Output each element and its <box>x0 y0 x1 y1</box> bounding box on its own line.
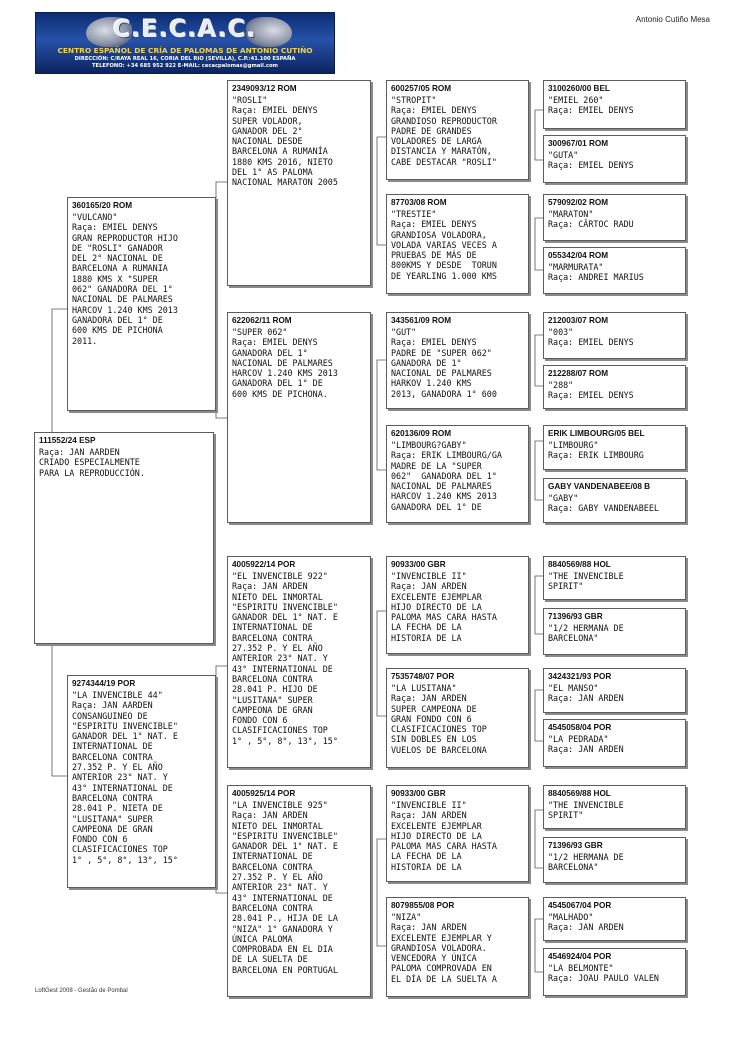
great-great-grandparent-card <box>543 247 686 294</box>
ring-number: 212003/07 ROM <box>548 316 609 325</box>
description: "LA BELMONTE" Raça: JOAU PAULO VALEN <box>548 963 659 984</box>
logo-line-3: TELEFONO: +34 685 952 922 E-MAIL: cecacpalomas@gmail.com <box>92 63 278 69</box>
description: "MALHADO" Raça: JAN ARDEN <box>548 912 624 933</box>
description: "ROSLI" Raça: EMIEL DENYS SUPER VOLADOR, GANADOR DEL 2° NACIONAL DESDE BARCELONA A RUMANÍA 1880 KMS 2016, NIETO DEL 1° AS PALOMA NACIONAL MARATON 2005 <box>232 95 338 188</box>
great-grandparent-card <box>386 897 529 997</box>
description: "MARATON" Raça: CÂRTOC RADU <box>548 209 634 230</box>
footer-credit: LoftGest 2008 - Gestão de Pombal <box>35 988 128 994</box>
great-grandparent-card <box>386 785 529 882</box>
ring-number: 4545067/04 POR <box>548 901 612 910</box>
description: "VULCANO" Raça: EMIEL DENYS GRAN REPRODUCTOR HIJO DE "ROSLI" GANADOR DEL 2° NACIONAL DE BARCELONA A RUMANIA 1880 KMS X "SUPER 062" GANADORA DEL 1° NACIONAL DE PALMARES HARCOV 1.240 KMS 2013 GANADORA DEL 1° DE 600 KMS DE PICHONA 2011. <box>72 212 178 346</box>
great-great-grandparent-card <box>543 719 686 767</box>
description: "SUPER 062" Raça: EMIEL DENYS GANADORA DEL 1° NACIONAL DE PALMARES HARCOV 1.240 KMS 2013 GANADORA DEL 1° DE 600 KMS DE PICHONA. <box>232 327 338 399</box>
great-great-grandparent-card <box>543 785 686 829</box>
ring-number: GABY VANDENABEE/08 B <box>548 482 651 491</box>
great-grandparent-card <box>386 668 529 768</box>
description: "EMIEL 260" Raça: EMIEL DENYS <box>548 95 634 116</box>
great-great-grandparent-card <box>543 837 686 883</box>
description: "THE INVENCIBLE SPIRIT" <box>548 571 624 592</box>
ring-number: 4005922/14 POR <box>232 560 296 569</box>
description: "1/2 HERMANA DE BARCELONA" <box>548 623 624 644</box>
ring-number: ERIK LIMBOURG/05 BEL <box>548 429 645 438</box>
ring-number: 3424321/93 POR <box>548 672 612 681</box>
grandparent-card <box>227 312 371 523</box>
great-great-grandparent-card <box>543 365 686 409</box>
great-great-grandparent-card <box>543 80 686 129</box>
description: "GABY" Raça: GABY VANDENABEEL <box>548 493 659 514</box>
description: "LIMBOURG" Raça: ERIK LIMBOURG <box>548 440 644 461</box>
great-grandparent-card <box>386 556 529 654</box>
logo-line-2: DIRECCIÓN: C/RAYA REAL 16, CORIA DEL RIO (SEVILLA), C.P.:41.100 ESPAÑA <box>74 56 296 62</box>
description: "GUTA" Raça: EMIEL DENYS <box>548 150 634 171</box>
description: "THE INVENCIBLE SPIRIT" <box>548 800 624 821</box>
sire-card <box>67 197 216 411</box>
ring-number: 111552/24 ESP <box>39 436 96 445</box>
description: "STROPIT" Raça: EMIEL DENYS GRANDIOSO REPRODUCTOR PADRE DE GRANDES VOLADORES DE LARGA DISTANCIA Y MARATÓN, CABE DESTACAR "ROSLI" <box>391 95 497 167</box>
description: "EL MANSO" Raça: JAN ARDEN <box>548 683 624 704</box>
great-grandparent-card <box>386 80 529 180</box>
ring-number: 90933/00 GBR <box>391 789 446 798</box>
ring-number: 620136/09 ROM <box>391 429 452 438</box>
great-grandparent-card <box>386 312 529 409</box>
description: Raça: JAN AARDEN CRIADO ESPECIALMENTE PARA LA REPRODUCCIÓN. <box>39 447 145 478</box>
ring-number: 579092/02 ROM <box>548 198 609 207</box>
grandparent-card <box>227 80 371 286</box>
owner-name: Antonio Cutiño Mesa <box>635 15 710 24</box>
great-great-grandparent-card <box>543 556 686 600</box>
dam-card <box>67 675 216 888</box>
ring-number: 71396/93 GBR <box>548 841 603 850</box>
description: "1/2 HERMANA DE BARCELONA" <box>548 852 624 873</box>
ring-number: 71396/93 GBR <box>548 612 603 621</box>
ring-number: 600257/05 ROM <box>391 84 452 93</box>
description: "LIMBOURG?GABY" Raça: ERIK LIMBOURG/GA MADRE DE LA "SUPER 062" GANADORA DEL 1° NACIONAL DE PALMARES HARCOV 1.240 KMS 2013 GANADORA DEL 1° DE <box>391 440 502 512</box>
great-great-grandparent-card <box>543 135 686 183</box>
ring-number: 622062/11 ROM <box>232 316 292 325</box>
ring-number: 2349093/12 ROM <box>232 84 297 93</box>
great-grandparent-card <box>386 194 529 294</box>
ring-number: 4005925/14 POR <box>232 789 296 798</box>
ring-number: 343561/09 ROM <box>391 316 452 325</box>
description: "INVENCIBLE II" Raça: JAN ARDEN EXCELENTE EJEMPLAR HIJO DIRECTO DE LA PALOMA MAS CARA HASTA LA FECHA DE LA HISTORIA DE LA <box>391 800 497 872</box>
ring-number: 3100260/00 BEL <box>548 84 610 93</box>
grandparent-card <box>227 785 371 997</box>
description: "LA LUSITANA" Raça: JAN ARDEN SUPER CAMPEONA DE GRAN FONDO CON 6 CLASIFICACIONES TOP SIN DOBLES EN LOS VUELOS DE BARCELONA <box>391 683 487 755</box>
ring-number: 055342/04 ROM <box>548 251 609 260</box>
great-great-grandparent-card <box>543 425 686 470</box>
ring-number: 8079855/08 POR <box>391 901 455 910</box>
description: "MARMURATA" Raça: ANDREI MARIUS <box>548 262 644 283</box>
ring-number: 7535748/07 POR <box>391 672 455 681</box>
great-grandparent-card <box>386 425 529 523</box>
description: "LA INVENCIBLE 925" Raça: JAN ARDEN NIETO DEL INMORTAL "ESPIRITU INVENCIBLE" GANADOR DEL 1° NAT. E INTERNATIONAL DE BARCELONA CONTRA 27.352 P. Y EL AÑO ANTERIOR 23° NAT. Y 43° INTERNATIONAL DE BARCELONA CONTRA 28.041 P., HIJA DE LA "NIZA" 1° GANADORA Y ÚNICA PALOMA COMPROBADA EN EL DIA DE LA SUELTA DE BARCELONA EN PORTUGAL <box>232 800 338 975</box>
great-great-grandparent-card <box>543 194 686 241</box>
great-great-grandparent-card <box>543 897 686 941</box>
ring-number: 8840569/88 HOL <box>548 789 611 798</box>
ring-number: 360165/20 ROM <box>72 201 133 210</box>
great-great-grandparent-card <box>543 478 686 523</box>
ring-number: 87703/08 ROM <box>391 198 447 207</box>
great-great-grandparent-card <box>543 608 686 655</box>
logo-line-1: CENTRO ESPAÑOL DE CRÍA DE PALOMAS DE ANTONIO CUTIÑO <box>57 46 313 55</box>
ring-number: 300967/01 ROM <box>548 139 609 148</box>
great-great-grandparent-card <box>543 312 686 359</box>
description: "288" Raça: EMIEL DENYS <box>548 380 634 401</box>
ring-number: 90933/00 GBR <box>391 560 446 569</box>
ring-number: 9274344/19 POR <box>72 679 136 688</box>
subject-card <box>34 432 214 644</box>
description: "LA INVENCIBLE 44" Raça: JAN AARDEN CONSANGUINEO DE "ESPIRITU INVENCIBLE" GANADOR DEL 1° NAT. E INTERNATIONAL DE BARCELONA CONTRA 27.352 P. Y EL AÑO ANTERIOR 23° NAT. Y 43° INTERNATIONAL DE BARCELONA CONTRA 28.041 P. NIETA DE "LUSITANA" SUPER CAMPEONA DE GRAN FONDO CON 6 CLASIFICACIONES TOP 1° , 5°, 8°, 13°, 15° <box>72 690 178 865</box>
description: "GUT" Raça: EMIEL DENYS PADRE DE "SUPER 062" GANADORA DE 1° NACIONAL DE PALMARES HARKOV 1.240 KMS 2013, GANADORA 1° 600 <box>391 327 497 399</box>
description: "LA PEDRADA" Raça: JAN ARDEN <box>548 734 624 755</box>
description: "INVENCIBLE II" Raça: JAN ARDEN EXCELENTE EJEMPLAR HIJO DIRECTO DE LA PALOMA MAS CARA HASTA LA FECHA DE LA HISTORIA DE LA <box>391 571 497 643</box>
description: "EL INVENCIBLE 922" Raça: JAN ARDEN NIETO DEL INMORTAL "ESPIRITU INVENCIBLE" GANADOR DEL 1° NAT. E INTERNATIONAL DE BARCELONA CONTRA 27.352 P. Y EL AÑO ANTERIOR 23° NAT. Y 43° INTERNATIONAL DE BARCELONA CONTRA 28.041 P. HIJO DE "LUSITANA" SUPER CAMPEONA DE GRAN FONDO CON 6 CLASIFICACIONES TOP 1° , 5°, 8°, 13°, 15° <box>232 571 338 746</box>
ring-number: 4546924/04 POR <box>548 952 612 961</box>
ring-number: 8840569/88 HOL <box>548 560 611 569</box>
grandparent-card <box>227 556 371 768</box>
great-great-grandparent-card <box>543 668 686 713</box>
ring-number: 212288/07 ROM <box>548 369 609 378</box>
description: "NIZA" Raça: JAN ARDEN EXCELENTE EJEMPLAR Y GRANDIOSA VOLADORA. VENCEDORA Y ÚNICA PALOMA COMPROVADA EN EL DÍA DE LA SUELTA A <box>391 912 497 984</box>
great-great-grandparent-card <box>543 948 686 996</box>
logo-name: C.E.C.A.C. <box>113 15 257 43</box>
description: "TRESTIE" Raça: EMIEL DENYS GRANDIOSA VOLADORA, VOLADA VARIAS VECES A PRUEBAS DE MÁS DE 800KMS Y DESDE TORUN DE YEARLING 1.000 KMS <box>391 209 497 281</box>
ring-number: 4545058/04 POR <box>548 723 612 732</box>
description: "003" Raça: EMIEL DENYS <box>548 327 634 348</box>
